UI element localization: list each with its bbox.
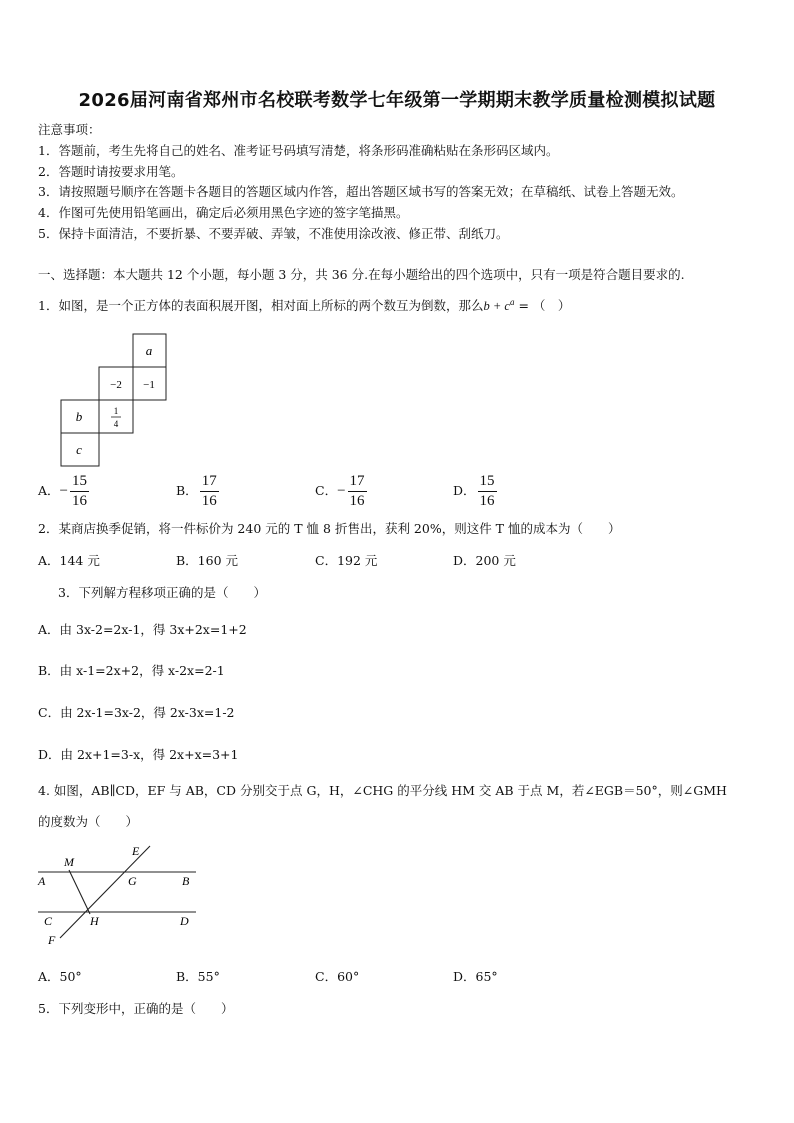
question-1-stem: [38, 296, 570, 314]
q3-option-d[interactable]: D．由 2x+1=3-x，得 2x+x=3+1: [38, 747, 239, 762]
fraction-denominator: 16: [479, 493, 495, 509]
expr-exponent-a: a: [509, 296, 515, 307]
expr-plus: +: [489, 299, 505, 313]
expr-c: c: [504, 299, 510, 313]
net-face-a: a: [145, 343, 153, 358]
option-letter: B．: [176, 483, 198, 498]
option-sign: −: [337, 483, 346, 499]
question-3-stem: 3．下列解方程移项正确的是（ ）: [58, 585, 266, 600]
option-fraction: [70, 472, 89, 511]
option-letter: A．: [38, 483, 60, 498]
label-g: G: [128, 874, 137, 888]
question-5-stem: 5．下列变形中，正确的是（ ）: [38, 1001, 234, 1016]
label-h: H: [90, 914, 99, 928]
q1-option-b[interactable]: [176, 472, 219, 511]
line-hm: [69, 870, 90, 914]
option-letter: D．: [453, 483, 476, 498]
q2-option-d[interactable]: D．200 元: [453, 553, 516, 568]
notice-heading: 注意事项：: [38, 122, 101, 137]
expr-tail: = （ ）: [514, 298, 571, 313]
q4-option-c[interactable]: C．60°: [315, 969, 360, 984]
net-face-b: b: [75, 409, 83, 424]
q4-option-d[interactable]: D．65°: [453, 969, 498, 984]
fraction-denominator: 16: [201, 493, 217, 509]
net-face-neg2: −2: [110, 379, 122, 391]
label-m: M: [64, 855, 74, 869]
page-title: 2026届河南省郑州市名校联考数学七年级第一学期期末教学质量检测模拟试题: [78, 90, 716, 111]
label-f: F: [48, 933, 56, 947]
option-sign: −: [59, 483, 68, 499]
q2-option-b[interactable]: B．160 元: [176, 553, 239, 568]
q1-option-d[interactable]: [453, 472, 497, 511]
net-face-c: c: [76, 442, 82, 457]
q1-option-a[interactable]: [38, 472, 89, 511]
q2-option-a[interactable]: A．144 元: [38, 553, 100, 568]
label-e: E: [132, 844, 140, 858]
label-c: C: [44, 914, 53, 928]
net-face-quarter-num: 1: [113, 406, 119, 416]
q3-option-c[interactable]: C．由 2x-1=3x-2，得 2x-3x=1-2: [38, 705, 235, 720]
q3-option-b[interactable]: B．由 x-1=2x+2，得 x-2x=2-1: [38, 663, 225, 678]
label-b: B: [182, 874, 190, 888]
option-letter: C．: [315, 483, 338, 498]
q1-option-c[interactable]: [315, 472, 367, 511]
expr-b: b: [483, 299, 490, 313]
option-fraction: [200, 472, 219, 511]
parallel-lines-figure: [34, 840, 204, 952]
fraction-numerator: 15: [70, 472, 89, 492]
option-fraction: [348, 472, 367, 511]
question-4-stem-line2: 的度数为（ ）: [38, 814, 139, 829]
label-a: A: [38, 874, 46, 888]
cube-net-figure: [58, 332, 170, 468]
question-4-stem-line1: 4. 如图，AB∥CD，EF 与 AB，CD 分别交于点 G，H，∠CHG 的平分线 HM 交 AB 于点 M，若∠EGB＝50°，则∠GMH: [38, 783, 727, 798]
q4-option-b[interactable]: B．55°: [176, 969, 220, 984]
q3-option-a[interactable]: A．由 3x-2=2x-1，得 3x+2x=1+2: [38, 622, 247, 637]
question-2-stem: 2．某商店换季促销，将一件标价为 240 元的 T 恤 8 折售出，获利 20%，则这件 T 恤的成本为（ ）: [38, 521, 621, 536]
notice-item-3: 3．请按照题号顺序在答题卡各题目的答题区域内作答，超出答题区域书写的答案无效；在草稿纸、试卷上答题无效。: [38, 184, 684, 199]
q2-option-c[interactable]: C．192 元: [315, 553, 378, 568]
question-1-text: 1．如图，是一个正方体的表面积展开图，相对面上所标的两个数互为倒数，那么: [38, 298, 484, 313]
fraction-numerator: 17: [200, 472, 219, 492]
option-fraction: [478, 472, 497, 511]
q4-option-a[interactable]: A．50°: [38, 969, 82, 984]
notice-item-4: 4．作图可先使用铅笔画出，确定后必须用黑色字迹的签字笔描黑。: [38, 205, 409, 220]
net-face-quarter-den: 4: [113, 419, 119, 429]
section-heading: 一、选择题：本大题共 12 个小题，每小题 3 分，共 36 分.在每小题给出的四个选项中，只有一项是符合题目要求的.: [38, 267, 685, 282]
fraction-numerator: 15: [478, 472, 497, 492]
fraction-denominator: 16: [72, 493, 87, 509]
notice-item-5: 5．保持卡面清洁，不要折暴、不要弄破、弄皱，不准使用涂改液、修正带、刮纸刀。: [38, 226, 509, 241]
fraction-denominator: 16: [349, 493, 365, 509]
net-face-neg1: −1: [143, 379, 155, 391]
notice-item-1: 1．答题前，考生先将自己的姓名、准考证号码填写清楚，将条形码准确粘贴在条形码区域内。: [38, 143, 559, 158]
fraction-numerator: 17: [348, 472, 367, 492]
label-d: D: [180, 914, 189, 928]
notice-item-2: 2．答题时请按要求用笔。: [38, 164, 184, 179]
